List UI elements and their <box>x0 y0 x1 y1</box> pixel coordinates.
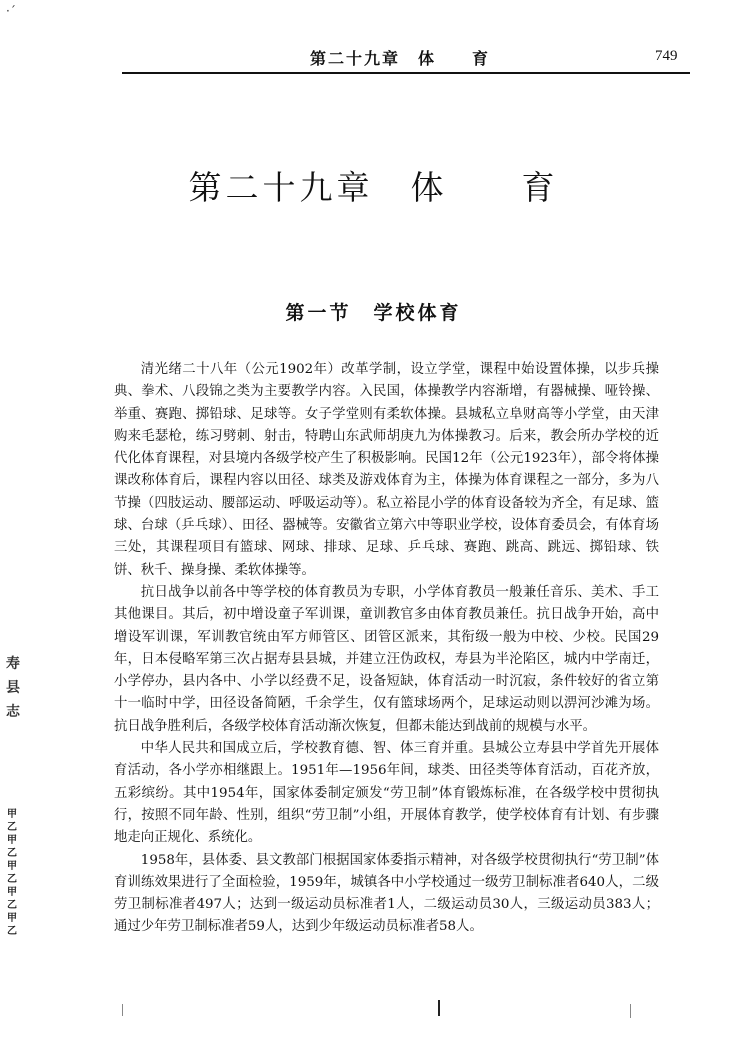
scan-tick-mark <box>438 1000 440 1016</box>
header-divider <box>122 72 690 74</box>
paragraph-3: 中华人民共和国成立后，学校教育德、智、体三育并重。县城公立寿县中学首先开展体育活动，各小学亦相继跟上。1951年—1956年间，球类、田径类等体育活动，百花齐放，五彩缤纷。其中1954年，国家体委制定颁发“劳卫制”体育锻炼标准，在各级学校中贯彻执行，按照不同年龄、性别，组织“劳卫制”小组，开展体育教学，使学校体育有计划、有步骤地走向正规化、系统化。 <box>114 741 659 846</box>
scan-tick-mark <box>122 1004 123 1016</box>
paragraph-1: 清光绪二十八年（公元1902年）改革学制，设立学堂，课程中始设置体操，以步兵操典、拳术、八段锦之类为主要教学内容。入民国，体操教学内容渐增，有器械操、哑铃操、举重、赛跑、掷铅球、足球等。女子学堂则有柔软体操。县城私立阜财高等小学堂，由天津购来毛瑟枪，练习劈刺、射击，特聘山东武师胡庚九为体操教习。后来，教会所办学校的近代化体育课程，对县境内各级学校产生了积极影响。民国12年（公元1923年），部令将体操课改称体育后，课程内容以田径、球类及游戏体育为主，体操为体育课程之一部分，多为八节操（四肢运动、腰部运动、呼吸运动等）。私立裕昆小学的体育设备较为齐全，有足球、篮球、台球（乒乓球）、田径、器械等。安徽省立第六中等职业学校，设体育委员会，有体育场三处，其课程项目有篮球、网球、排球、足球、乒乓球、赛跑、跳高、跳远、掷铅球、铁饼、秋千、操身操、柔软体操等。 <box>114 362 659 578</box>
running-header-title: 第二十九章 体 育 <box>310 49 491 68</box>
margin-code-marks: 甲乙甲乙甲乙甲乙甲乙 <box>7 809 17 937</box>
scan-tick-mark <box>630 1004 631 1018</box>
page-number: 749 <box>655 48 678 64</box>
body-text <box>114 359 659 939</box>
chapter-title: 第二十九章 体 育 <box>188 168 559 207</box>
margin-book-title: 寿县志 <box>6 656 20 720</box>
paragraph-2: 抗日战争以前各中等学校的体育教员为专职，小学体育教员一般兼任音乐、美术、手工其他课目。其后，初中增设童子军训课，童训教官多由体育教员兼任。抗日战争开始，高中增设军训课，军训教官统由军方师管区、团管区派来，其衔级一般为中校、少校。民国29年，日本侵略军第三次占据寿县县城，并建立汪伪政权，寿县为半沦陷区，城内中学南迁，小学停办，县内各中、小学以经费不足，设备短缺，体育活动一时沉寂，条件较好的省立第十一临时中学，田径设备简陋，千余学生，仅有篮球场两个，足球运动则以淠河沙滩为场。抗日战争胜利后，各级学校体育活动渐次恢复，但都未能达到战前的规模与水平。 <box>114 584 659 734</box>
paragraph-4: 1958年，县体委、县文教部门根据国家体委指示精神，对各级学校贯彻执行“劳卫制”体育训练效果进行了全面检验，1959年，城镇各中小学校通过一级劳卫制标准者640人，二级劳卫制标准者497人；达到一级运动员标准者1人，二级运动员30人，三级运动员383人；通过少年劳卫制标准者59人，达到少年级运动员标准者58人。 <box>114 852 659 935</box>
section-title: 第一节 学校体育 <box>285 302 462 324</box>
scan-corner-mark: ·ˊ <box>6 4 16 18</box>
